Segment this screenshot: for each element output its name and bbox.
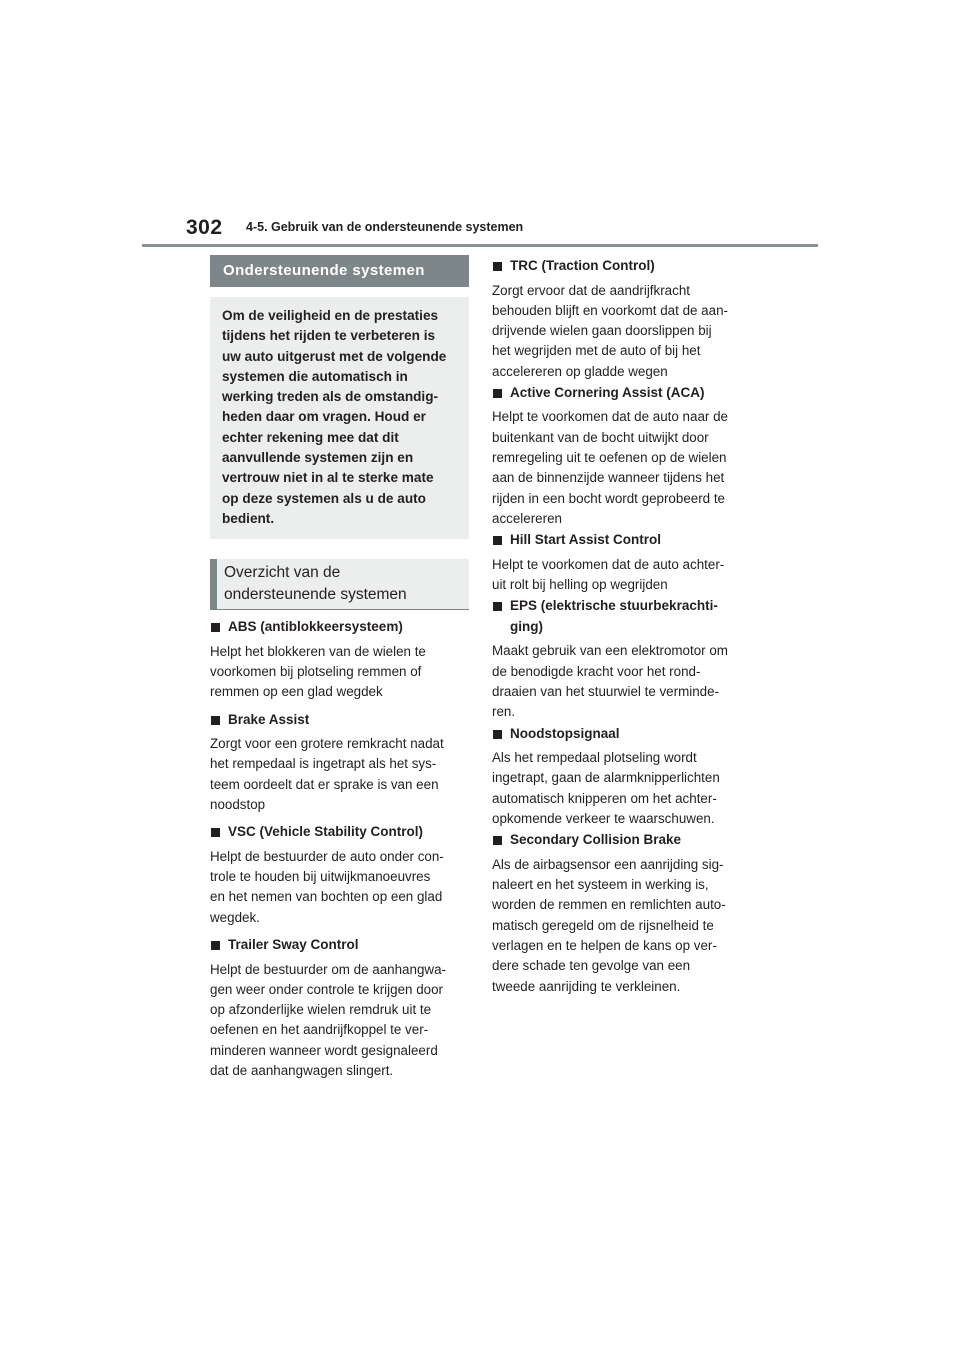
page-number: 302 xyxy=(186,216,223,239)
text-line: Zorgt voor een grotere remkracht nadat xyxy=(210,736,444,752)
entry-description xyxy=(210,734,469,815)
entry-title xyxy=(492,256,748,277)
entry-title xyxy=(210,935,469,956)
text-line: echter rekening mee dat dit xyxy=(222,429,399,445)
entry-title-text xyxy=(510,256,655,277)
text-line: automatisch knipperen om het achter- xyxy=(492,790,717,806)
entry-description xyxy=(492,407,748,529)
bullet-square-icon xyxy=(493,730,502,739)
entry-title-text xyxy=(228,710,309,731)
text-line: Noodstopsignaal xyxy=(510,725,620,741)
system-entry xyxy=(492,830,748,997)
text-line: dat de aanhangwagen slingert. xyxy=(210,1063,394,1079)
entry-description xyxy=(492,641,748,722)
text-line: noodstop xyxy=(210,797,266,813)
text-line: Als het rempedaal plotseling wordt xyxy=(492,750,697,766)
system-entry xyxy=(492,724,748,830)
text-line: uw auto uitgerust met de volgende xyxy=(222,348,447,364)
text-line: de benodigde kracht voor het rond- xyxy=(492,663,701,679)
text-line: bedient. xyxy=(222,510,275,526)
right-entries xyxy=(492,256,748,997)
entry-title-text xyxy=(228,935,359,956)
system-entry xyxy=(210,935,469,1081)
text-line: verlagen en te helpen de kans op ver- xyxy=(492,937,717,953)
text-line: tijdens het rijden te verbeteren is xyxy=(222,328,436,344)
text-line: Hill Start Assist Control xyxy=(510,532,662,548)
entry-title xyxy=(492,596,748,637)
text-line: Brake Assist xyxy=(228,711,310,727)
text-line: ingetrapt, gaan de alarmknipperlichten xyxy=(492,770,720,786)
text-line: minderen wanneer wordt gesignaleerd xyxy=(210,1042,438,1058)
text-line: op deze systemen als u de auto xyxy=(222,490,426,506)
system-entry xyxy=(210,617,469,702)
text-line: VSC (Vehicle Stability Control) xyxy=(228,824,424,840)
entry-description xyxy=(492,748,748,829)
text-line: Helpt het blokkeren van de wielen te xyxy=(210,643,426,659)
text-line: voorkomen bij plotseling remmen of xyxy=(210,664,422,680)
bullet-square-icon xyxy=(493,602,502,611)
bullet-square-icon xyxy=(493,536,502,545)
bullet-square-icon xyxy=(211,716,220,725)
entry-title-text xyxy=(510,383,705,404)
entry-description xyxy=(492,281,748,382)
text-line: Zorgt ervoor dat de aandrijfkracht xyxy=(492,282,690,298)
entry-title-text xyxy=(510,724,620,745)
text-line: vertrouw niet in al te sterke mate xyxy=(222,470,434,486)
system-entry xyxy=(210,710,469,816)
text-line: werking treden als de omstandig- xyxy=(222,389,439,405)
text-line: Trailer Sway Control xyxy=(228,937,359,953)
text-line: remmen op een glad wegdek xyxy=(210,684,383,700)
text-line: dere schade ten gevolge van een xyxy=(492,958,691,974)
system-entry xyxy=(492,596,748,722)
bullet-square-icon xyxy=(493,262,502,271)
entry-title xyxy=(492,724,748,745)
text-line: ging) xyxy=(510,618,543,634)
text-line: draaien van het stuurwiel te verminde- xyxy=(492,683,720,699)
text-line: naleert en het systeem in werking is, xyxy=(492,877,709,893)
text-line: aan de binnenzijde wanneer tijdens het xyxy=(492,470,725,486)
text-line: teem oordeelt dat er sprake is van een xyxy=(210,776,439,792)
text-line: Helpt de bestuurder de auto onder con- xyxy=(210,848,444,864)
bullet-square-icon xyxy=(211,623,220,632)
text-line: TRC (Traction Control) xyxy=(510,258,655,273)
text-line: drijvende wielen gaan doorslippen bij xyxy=(492,323,712,339)
text-line: rijden in een bocht wordt geprobeerd te xyxy=(492,490,726,506)
entry-description xyxy=(210,642,469,703)
entry-title xyxy=(210,617,469,638)
bullet-square-icon xyxy=(493,389,502,398)
text-line: ABS (antiblokkeersysteem) xyxy=(228,619,403,635)
entry-title-text xyxy=(510,530,661,551)
entry-description xyxy=(210,847,469,928)
text-line: ondersteunende systemen xyxy=(224,586,407,604)
text-line: Active Cornering Assist (ACA) xyxy=(510,384,705,400)
text-line: het wegrijden met de auto of bij het xyxy=(492,343,701,359)
text-line: aanvullende systemen zijn en xyxy=(222,450,414,466)
left-entries xyxy=(210,617,469,1081)
entry-description xyxy=(492,555,748,596)
text-line: wegdek. xyxy=(210,909,260,925)
intro-box-title: Ondersteunende systemen xyxy=(210,255,469,287)
header-divider xyxy=(142,244,818,247)
entry-title xyxy=(210,822,469,843)
text-line: remregeling uit te oefenen op de wielen xyxy=(492,450,727,466)
left-column xyxy=(210,255,469,1081)
intro-box-text xyxy=(210,297,469,539)
text-line: Secondary Collision Brake xyxy=(510,832,682,848)
text-line: ren. xyxy=(492,704,516,720)
text-line: matisch geregeld om de rijsnelheid te xyxy=(492,917,714,933)
text-line: oefenen en het aandrijfkoppel te ver- xyxy=(210,1022,429,1038)
text-line: het rempedaal is ingetrapt als het sys- xyxy=(210,756,437,772)
text-line: en het nemen van bochten op een glad xyxy=(210,889,443,905)
chapter-title: 4-5. Gebruik van de ondersteunende systemen xyxy=(246,220,524,234)
text-line: opkomende verkeer te waarschuwen. xyxy=(492,810,715,826)
bullet-square-icon xyxy=(211,941,220,950)
entry-title xyxy=(492,383,748,404)
entry-title xyxy=(492,830,748,851)
text-line: heden daar om vragen. Houd er xyxy=(222,409,426,425)
entry-description xyxy=(492,855,748,997)
text-line: buitenkant van de bocht uitwijkt door xyxy=(492,429,709,445)
system-entry xyxy=(492,530,748,595)
text-line: Helpt te voorkomen dat de auto naar de xyxy=(492,409,728,425)
text-line: Als de airbagsensor een aanrijding sig- xyxy=(492,856,724,872)
entry-title xyxy=(210,710,469,731)
bullet-square-icon xyxy=(211,828,220,837)
text-line: Overzicht van de xyxy=(224,564,341,582)
entry-title-text xyxy=(228,617,403,638)
text-line: Helpt te voorkomen dat de auto achter- xyxy=(492,556,725,572)
system-entry xyxy=(492,256,748,382)
text-line: systemen die automatisch in xyxy=(222,368,408,384)
text-line: accelereren xyxy=(492,510,562,526)
text-line: uit rolt bij helling op wegrijden xyxy=(492,577,668,593)
text-line: accelereren op gladde wegen xyxy=(492,363,668,379)
text-line: Om de veiligheid en de prestaties xyxy=(222,308,439,323)
text-line: tweede aanrijding te verkleinen. xyxy=(492,978,681,994)
entry-title-text xyxy=(510,830,681,851)
text-line: trole te houden bij uitwijkmanoeuvres xyxy=(210,869,431,885)
bullet-square-icon xyxy=(493,836,502,845)
entry-title xyxy=(492,530,748,551)
entry-title-text xyxy=(228,822,423,843)
text-line: behouden blijft en voorkomt dat de aan- xyxy=(492,302,728,318)
text-line: Maakt gebruik van een elektromotor om xyxy=(492,643,728,659)
text-line: op afzonderlijke wielen remdruk uit te xyxy=(210,1002,432,1018)
text-line: gen weer onder controle te krijgen door xyxy=(210,981,443,997)
text-line: Helpt de bestuurder om de aanhangwa- xyxy=(210,961,446,977)
entry-title-text xyxy=(510,596,718,637)
section-heading xyxy=(210,559,469,610)
right-column xyxy=(492,255,748,997)
text-line: worden de remmen en remlichten auto- xyxy=(492,897,726,913)
entry-description xyxy=(210,960,469,1082)
text-line: EPS (elektrische stuurbekrachti- xyxy=(510,598,718,614)
system-entry xyxy=(492,383,748,529)
system-entry xyxy=(210,822,469,928)
